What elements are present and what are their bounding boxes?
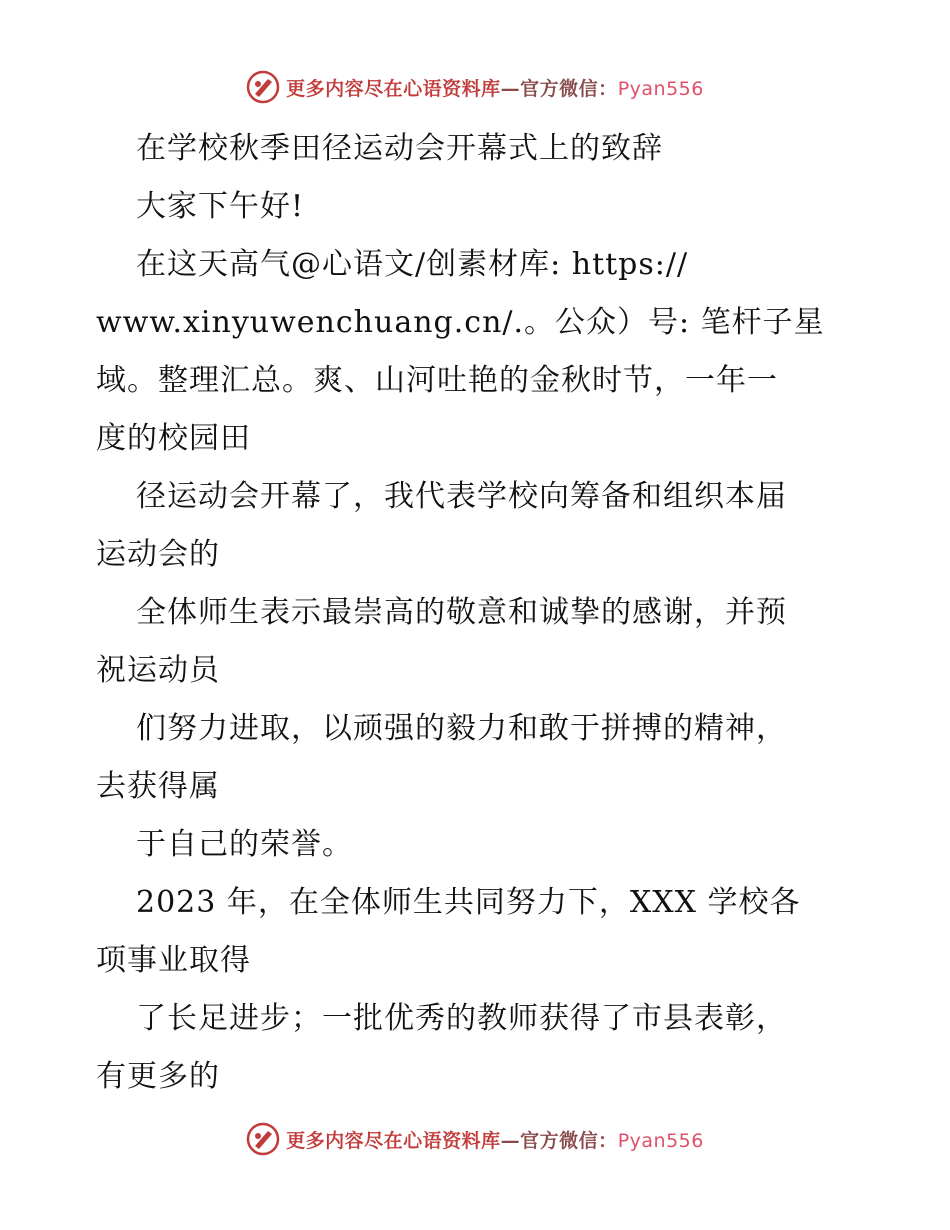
pen-logo-icon (246, 70, 280, 104)
header-banner (0, 70, 950, 104)
text-line: 有更多的 (96, 1059, 220, 1094)
banner-wechat-id: Pyan556 (617, 77, 704, 100)
document-body (96, 120, 856, 1106)
text-line: 们努力进取，以顽强的毅力和敢于拼搏的精神， (136, 711, 787, 746)
text-line: 在学校秋季田径运动会开幕式上的致辞 (136, 131, 663, 166)
banner-dash: — (500, 1129, 521, 1152)
banner-text (286, 74, 704, 101)
text-line: 了长足进步；一批优秀的教师获得了市县表彰， (136, 1001, 787, 1036)
banner-dash: — (500, 77, 521, 100)
text-line: 运动会的 (96, 537, 220, 572)
text-line: www.xinyuwenchuang.cn/.。公众）号: 笔杆子星 (96, 305, 825, 340)
text-line: 项事业取得 (96, 943, 251, 978)
banner-wechat-label: 官方微信： (520, 1129, 618, 1152)
banner-wechat-id: Pyan556 (617, 1129, 704, 1152)
text-line: 径运动会开幕了，我代表学校向筹备和组织本届 (136, 479, 787, 514)
text-line: 于自己的荣誉。 (136, 827, 353, 862)
footer-banner (0, 1122, 950, 1156)
banner-wechat-label: 官方微信： (520, 77, 618, 100)
text-line: 在这天高气@心语文/创素材库: https:// (136, 247, 689, 282)
text-line: 域。整理汇总。爽、山河吐艳的金秋时节，一年一 (96, 363, 778, 398)
text-line: 去获得属 (96, 769, 220, 804)
banner-text (286, 1126, 704, 1153)
banner-brand: 更多内容尽在心语资料库 (286, 77, 501, 100)
text-line: 2023 年，在全体师生共同努力下，XXX 学校各 (136, 885, 801, 920)
text-line: 度的校园田 (96, 421, 251, 456)
text-line: 全体师生表示最崇高的敬意和诚挚的感谢，并预 (136, 595, 787, 630)
banner-brand: 更多内容尽在心语资料库 (286, 1129, 501, 1152)
text-line: 祝运动员 (96, 653, 220, 688)
pen-logo-icon (246, 1122, 280, 1156)
text-line: 大家下午好! (136, 189, 305, 224)
